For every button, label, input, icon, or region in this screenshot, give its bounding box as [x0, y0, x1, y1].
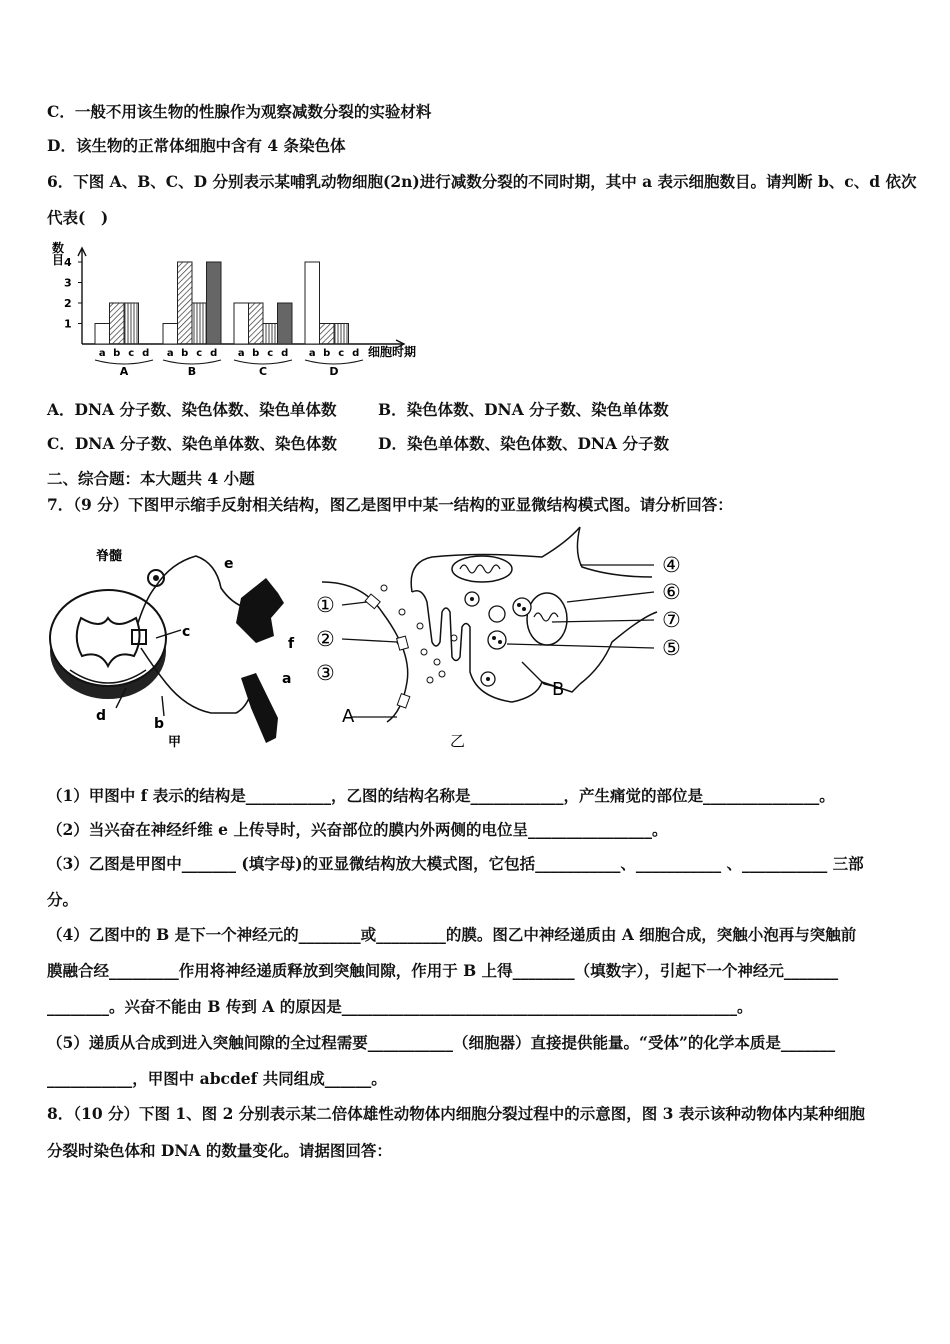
label-letter-b: B — [552, 679, 565, 700]
q7-part-4-cont: 膜融合经_________作用将神经递质释放到突触间隙，作用于 B 上得________（填数字），引起下一个神经元_______ — [47, 961, 839, 980]
q7-part-4-cont2: ________。兴奋不能由 B 传到 A 的原因是___________________________________________________。 — [47, 997, 753, 1016]
y-axis-label-char: 目 — [52, 253, 65, 267]
group-brace — [234, 360, 292, 364]
question-8-stem: 8．（10 分）下图 1、图 2 分别表示某二倍体雄性动物体内细胞分裂过程中的示意图，图 3 表示该种动物体内某种细胞 — [47, 1104, 865, 1123]
bar-C-c — [263, 324, 278, 345]
label-c: c — [182, 624, 191, 640]
series-label: d — [142, 348, 150, 359]
label-4: ④ — [662, 553, 681, 577]
q7-part-3-cont: 分。 — [47, 890, 79, 909]
label-letter-a: A — [342, 706, 355, 727]
bar-B-d — [207, 262, 222, 344]
q6-option-d[interactable]: D．染色单体数、染色体数、DNA 分子数 — [378, 434, 669, 453]
bar-C-d — [278, 303, 293, 344]
series-label: a — [98, 348, 106, 359]
bar-A-c — [124, 303, 139, 344]
label-5: ⑤ — [662, 636, 681, 660]
label-e: e — [224, 556, 234, 572]
label-1: ① — [316, 593, 335, 617]
figure-yi — [312, 522, 692, 757]
q7-part-4: （4）乙图中的 B 是下一个神经元的________或_________的膜。图乙中神经递质由 A 细胞合成，突触小泡再与突触前 — [47, 925, 857, 944]
series-label: c — [267, 348, 274, 359]
question-6-stem-cont: 代表( ) — [47, 208, 109, 227]
bar-B-a — [163, 324, 178, 345]
y-axis-label-char: 数 — [52, 241, 65, 255]
series-label: b — [113, 348, 121, 359]
bar-A-a — [95, 324, 110, 345]
figure-jia-title: 甲 — [168, 735, 182, 750]
figure-yi-title: 乙 — [450, 732, 466, 750]
bar-chart — [46, 240, 446, 375]
option-c-prev: C．一般不用该生物的性腺作为观察减数分裂的实验材料 — [47, 102, 432, 121]
y-tick-label: 4 — [64, 256, 72, 269]
series-label: b — [323, 348, 331, 359]
group-brace — [305, 360, 363, 364]
bar-D-a — [305, 262, 320, 344]
x-axis-label: 细胞时期 — [368, 345, 417, 359]
y-tick-label: 3 — [64, 276, 72, 290]
label-b: b — [154, 716, 165, 732]
series-label: d — [281, 348, 289, 359]
label-f: f — [288, 636, 295, 652]
q7-part-5: （5）递质从合成到进入突触间隙的全过程需要___________（细胞器）直接提供能量。“受体”的化学本质是_______ — [47, 1033, 836, 1052]
option-d-prev: D．该生物的正常体细胞中含有 4 条染色体 — [47, 136, 346, 155]
label-d: d — [96, 708, 107, 724]
group-label-D: D — [329, 365, 339, 375]
q6-option-a[interactable]: A．DNA 分子数、染色体数、染色单体数 — [47, 400, 337, 419]
group-label-A: A — [119, 365, 129, 375]
label-6: ⑥ — [662, 580, 681, 604]
series-label: d — [352, 348, 360, 359]
group-brace — [95, 360, 153, 364]
series-label: a — [237, 348, 245, 359]
label-a: a — [282, 671, 292, 687]
series-label: c — [128, 348, 135, 359]
bar-C-b — [249, 303, 264, 344]
chart-bars — [95, 262, 349, 344]
question-8-stem-cont: 分裂时染色体和 DNA 的数量变化。请据图回答： — [47, 1141, 392, 1160]
bar-A-b — [110, 303, 125, 344]
question-6-stem: 6．下图 A、B、C、D 分别表示某哺乳动物细胞(2n)进行减数分裂的不同时期，其中 a 表示细胞数目。请判断 b、c、d 依次 — [47, 172, 917, 191]
label-7: ⑦ — [662, 608, 681, 632]
bar-D-c — [334, 324, 349, 345]
y-tick-label: 2 — [64, 297, 72, 310]
bar-B-b — [178, 262, 193, 344]
label-2: ② — [316, 627, 335, 651]
label-3: ③ — [316, 661, 335, 685]
series-label: b — [181, 348, 189, 359]
q7-part-5-cont: ___________，甲图中 abcdef 共同组成______。 — [47, 1069, 387, 1088]
q7-part-3: （3）乙图是甲图中_______ (填字母)的亚显微结构放大模式图，它包括___________、___________ 、___________ 三部 — [47, 854, 864, 873]
group-label-C: C — [258, 365, 268, 375]
series-label: b — [252, 348, 260, 359]
series-label: d — [210, 348, 218, 359]
group-label-B: B — [187, 365, 197, 375]
bar-D-b — [320, 324, 335, 345]
bar-B-c — [192, 303, 207, 344]
y-tick-label: 1 — [64, 317, 72, 331]
group-brace — [163, 360, 221, 364]
label-spinal-cord: 脊髓 — [96, 549, 123, 564]
q7-part-2: （2）当兴奋在神经纤维 e 上传导时，兴奋部位的膜内外两侧的电位呈________________。 — [47, 820, 668, 839]
q6-option-b[interactable]: B．染色体数、DNA 分子数、染色单体数 — [378, 400, 669, 419]
figure-jia — [46, 548, 311, 753]
series-label: c — [338, 348, 345, 359]
q7-part-1: （1）甲图中 f 表示的结构是___________，乙图的结构名称是____________，产生痛觉的部位是_______________。 — [47, 786, 835, 805]
bar-C-a — [234, 303, 249, 344]
series-label: a — [166, 348, 174, 359]
q6-option-c[interactable]: C．DNA 分子数、染色单体数、染色体数 — [47, 434, 337, 453]
question-7-stem: 7．（9 分）下图甲示缩手反射相关结构，图乙是图甲中某一结构的亚显微结构模式图。请分析回答： — [47, 495, 733, 514]
section-heading: 二、综合题：本大题共 4 小题 — [47, 469, 255, 488]
series-label: a — [308, 348, 316, 359]
series-label: c — [196, 348, 203, 359]
